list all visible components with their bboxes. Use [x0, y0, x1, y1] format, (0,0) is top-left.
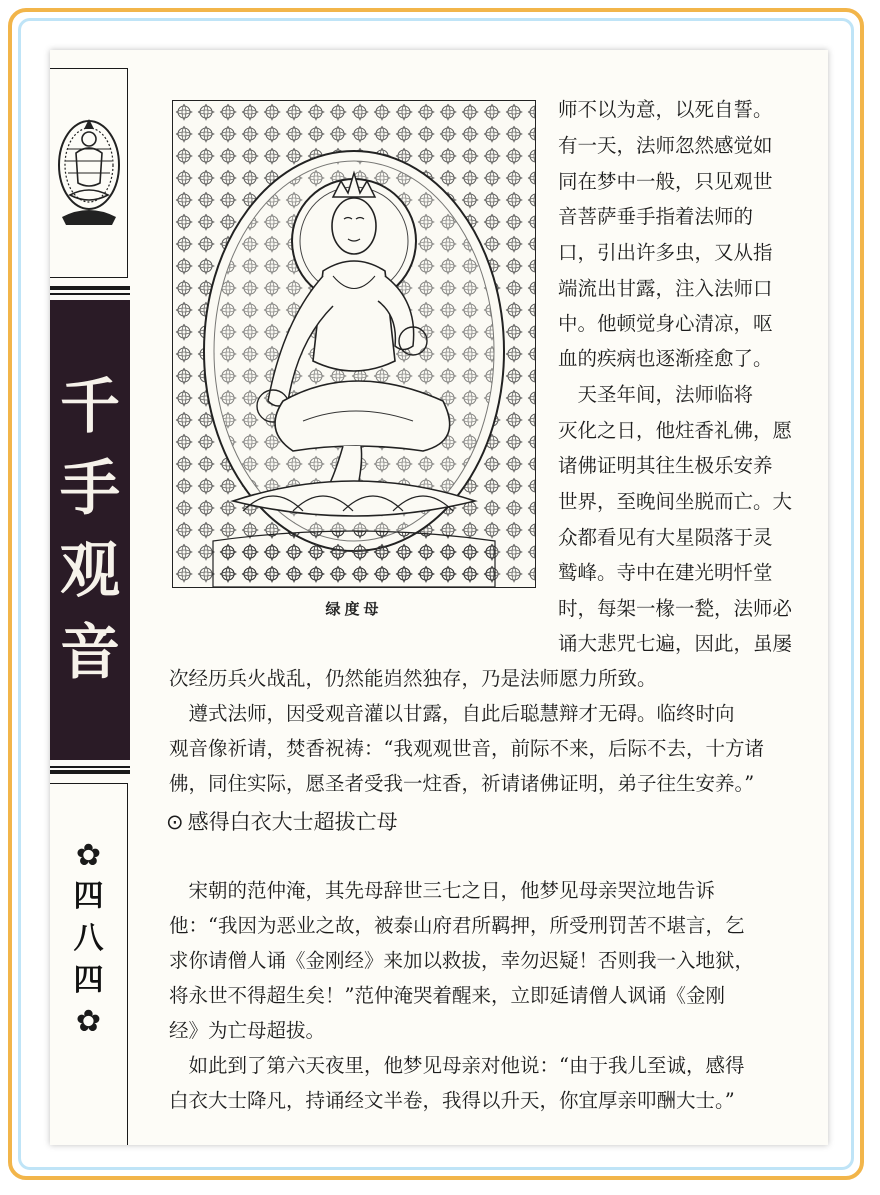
page-number-box: [50, 783, 128, 1145]
text-line: 时，每架一椽一甃，法师必: [558, 597, 793, 620]
text-line: 佛，同住实际，愿圣者受我一炷香，祈请诸佛证明，弟子往生安养。”: [169, 772, 755, 795]
emblem-box: [50, 68, 128, 278]
text-line: 白衣大士降凡，持诵经文半卷，我得以升天，你宜厚亲叩酬大士。”: [169, 1089, 735, 1112]
text-line: 次经历兵火战乱，仍然能岿然独存，乃是法师愿力所致。: [169, 667, 657, 690]
sidebar-rule: [50, 770, 130, 774]
text-line: 如此到了第六天夜里，他梦见母亲对他说：“由于我儿至诚，感得: [169, 1054, 745, 1077]
text-line: 鹫峰。寺中在建光明忏堂: [558, 561, 773, 584]
text-line: 众都看见有大星陨落于灵: [558, 526, 773, 549]
book-title-char: 观: [60, 536, 120, 606]
flower-ornament-icon: ✿: [75, 838, 102, 873]
page-sidebar: [50, 50, 132, 1145]
section-heading-text: 感得白衣大士超拔亡母: [187, 810, 398, 834]
page-number-char: 四: [73, 963, 104, 998]
green-tara-figure-icon: [173, 101, 535, 587]
text-line: 他：“我因为恶业之故，被泰山府君所羁押，所受刑罚苦不堪言，乞: [169, 914, 745, 937]
text-line: 求你请僧人诵《金刚经》来加以救拔，幸勿迟疑！否则我一入地狱，: [169, 949, 755, 972]
text-line: 灭化之日，他炷香礼佛，愿: [558, 419, 793, 442]
text-line: 有一天，法师忽然感觉如: [558, 134, 773, 157]
text-line: 将永世不得超生矣！”范仲淹哭着醒来，立即延请僧人讽诵《金刚: [169, 984, 725, 1007]
text-line: 经》为亡母超拔。: [169, 1019, 326, 1042]
text-line: 诵大悲咒七遍，因此，虽屡: [558, 632, 793, 655]
green-tara-illustration: [172, 100, 536, 588]
section-bullet-icon: ⊙: [166, 810, 184, 834]
text-line: 端流出甘露，注入法师口: [558, 277, 773, 300]
book-title-band: [50, 300, 130, 760]
text-line: 同在梦中一般，只见观世: [558, 170, 773, 193]
text-line: 口，引出许多虫，又从指: [558, 241, 773, 264]
text-line: 诸佛证明其往生极乐安养: [558, 454, 773, 477]
book-title-char: 千: [60, 372, 120, 442]
text-line: 观音像祈请，焚香祝祷：“我观观世音，前际不来，后际不去，十方诸: [169, 737, 764, 760]
text-line: 音菩萨垂手指着法师的: [558, 205, 754, 228]
text-line: 遵式法师，因受观音灌以甘露，自此后聪慧辩才无碍。临终时向: [169, 702, 735, 725]
text-line: 天圣年间，法师临将: [558, 383, 754, 406]
thousand-armed-guanyin-emblem-icon: [56, 113, 122, 233]
text-line: 师不以为意，以死自誓。: [558, 98, 773, 121]
text-line: 宋朝的范仲淹，其先母辞世三七之日，他梦见母亲哭泣地告诉: [169, 879, 716, 902]
page-number-char: 八: [73, 921, 104, 956]
text-line: 世界，至晚间坐脱而亡。大: [558, 490, 793, 513]
text-line: 中。他顿觉身心清凉，呕: [558, 312, 773, 335]
illustration-caption: 绿度母: [325, 600, 383, 618]
text-line: 血的疾病也逐渐痊愈了。: [558, 347, 773, 370]
page-number-char: 四: [73, 879, 104, 914]
flower-ornament-icon: ✿: [75, 1004, 102, 1039]
sidebar-rule: [50, 766, 130, 768]
sidebar-rule: [50, 293, 130, 295]
book-page: [50, 50, 828, 1145]
sidebar-rule: [50, 286, 130, 290]
book-title-char: 音: [60, 618, 120, 688]
book-title-char: 手: [60, 454, 120, 524]
section-heading: [166, 806, 398, 836]
